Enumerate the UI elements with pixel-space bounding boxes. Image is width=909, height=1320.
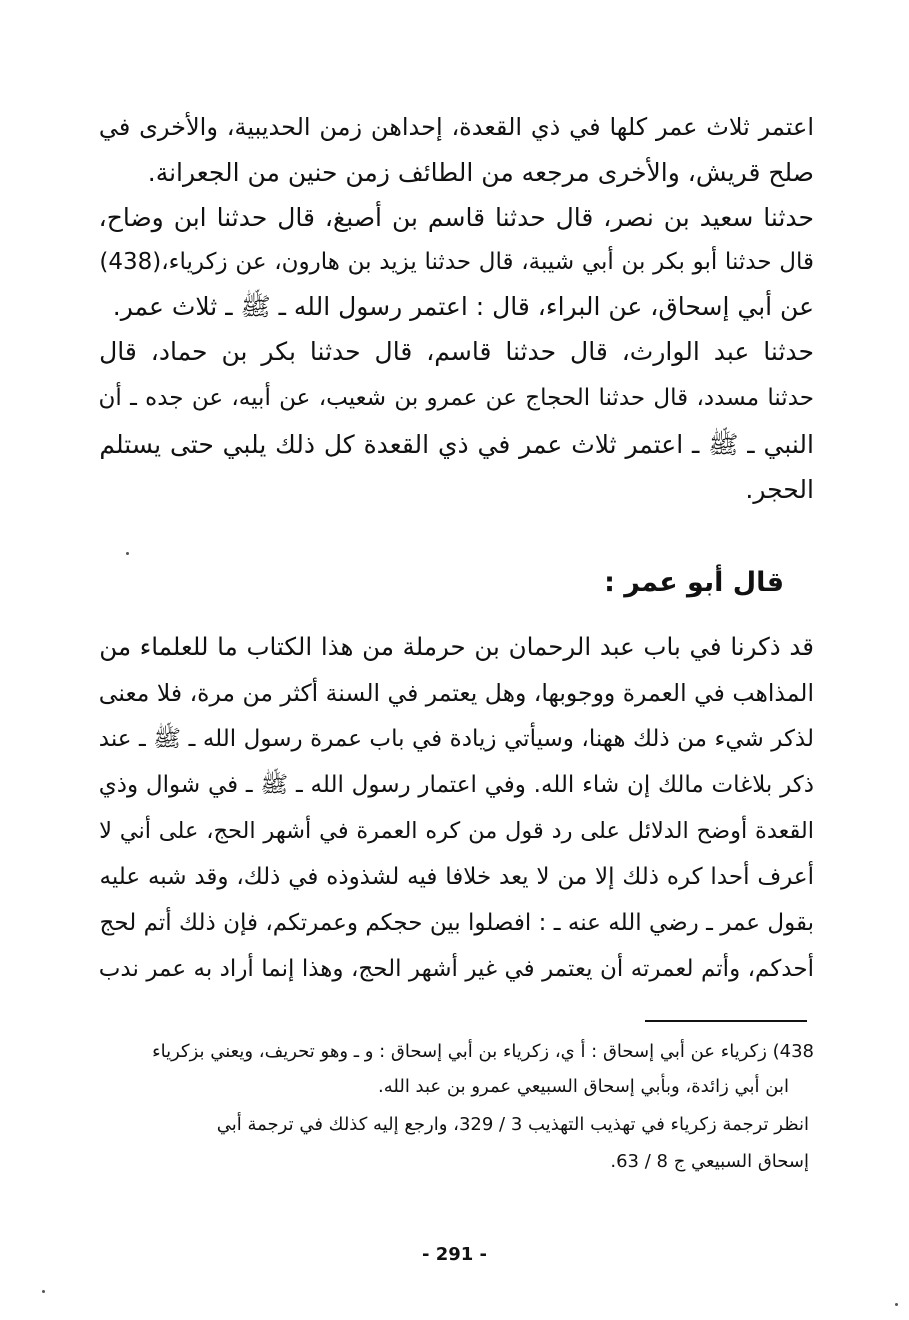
- text-line: حدثنا عبد الوارث، قال حدثنا قاسم، قال حدثنا بكر بن حماد، قال: [99, 337, 814, 366]
- text-line: النبي ـ ﷺ ـ اعتمر ثلاث عمر في ذي القعدة كل ذلك يلبي حتى يستلم: [99, 430, 814, 459]
- scan-speck: [126, 552, 129, 555]
- text-line: بقول عمر ـ رضي الله عنه ـ : افصلوا بين حجكم وعمرتكم، فإن ذلك أتم لحج: [99, 910, 814, 936]
- text-line: ذكر بلاغات مالك إن شاء الله. وفي اعتمار رسول الله ـ ﷺ ـ في شوال وذي: [98, 772, 814, 798]
- text-line: أعرف أحدا كره ذلك إلا من لا يعد خلافا فيه لشذوذه في ذلك، وقد شبه عليه: [99, 864, 814, 890]
- scan-speck: [895, 1303, 898, 1306]
- scan-speck: [42, 1290, 45, 1293]
- text-line: حدثنا سعيد بن نصر، قال حدثنا قاسم بن أصبغ، قال حدثنا ابن وضاح،: [98, 203, 814, 232]
- text-line: حدثنا مسدد، قال حدثنا الحجاج عن عمرو بن شعيب، عن أبيه، عن جده ـ أن: [98, 385, 814, 411]
- footnote-separator: [645, 1020, 807, 1022]
- text-line: أحدكم، وأتم لعمرته أن يعتمر في غير أشهر الحج، وهذا إنما أراد به عمر ندب: [98, 956, 814, 982]
- footnote-line: إسحاق السبيعي ج 8 / 63.: [610, 1151, 809, 1172]
- footnote-line: ابن أبي زائدة، وبأبي إسحاق السبيعي عمرو بن عبد الله.: [378, 1076, 789, 1097]
- text-line: قد ذكرنا في باب عبد الرحمان بن حرملة من هذا الكتاب ما للعلماء من: [99, 632, 814, 661]
- section-heading: قال أبو عمر :: [604, 567, 784, 598]
- footnote-line: انظر ترجمة زكرياء في تهذيب التهذيب 3 / 329، وارجع إليه كذلك في ترجمة أبي: [216, 1114, 809, 1135]
- text-line: عن أبي إسحاق، عن البراء، قال : اعتمر رسول الله ـ ﷺ ـ ثلاث عمر.: [112, 292, 814, 321]
- text-line: المذاهب في العمرة ووجوبها، وهل يعتمر في السنة أكثر من مرة، فلا معنى: [98, 679, 814, 707]
- page-number: - 291 -: [421, 1244, 488, 1265]
- text-line: الحجر.: [745, 475, 814, 504]
- text-line: قال حدثنا أبو بكر بن أبي شيبة، قال حدثنا يزيد بن هارون، عن زكرياء،(438): [99, 249, 814, 275]
- text-line: القعدة أوضح الدلائل على رد قول من كره العمرة في أشهر الحج، على أني لا: [99, 818, 814, 844]
- text-line: لذكر شيء من ذلك ههنا، وسيأتي زيادة في باب عمرة رسول الله ـ ﷺ ـ عند: [98, 726, 814, 752]
- footnote-line: 438) زكرياء عن أبي إسحاق : أ ي، زكرياء بن أبي إسحاق : و ـ وهو تحريف، ويعني بزكرياء: [152, 1041, 814, 1062]
- text-line: اعتمر ثلاث عمر كلها في ذي القعدة، إحداهن زمن الحديبية، والأخرى في: [98, 113, 814, 141]
- text-line: صلح قريش، والأخرى مرجعه من الطائف زمن حنين من الجعرانة.: [147, 158, 814, 187]
